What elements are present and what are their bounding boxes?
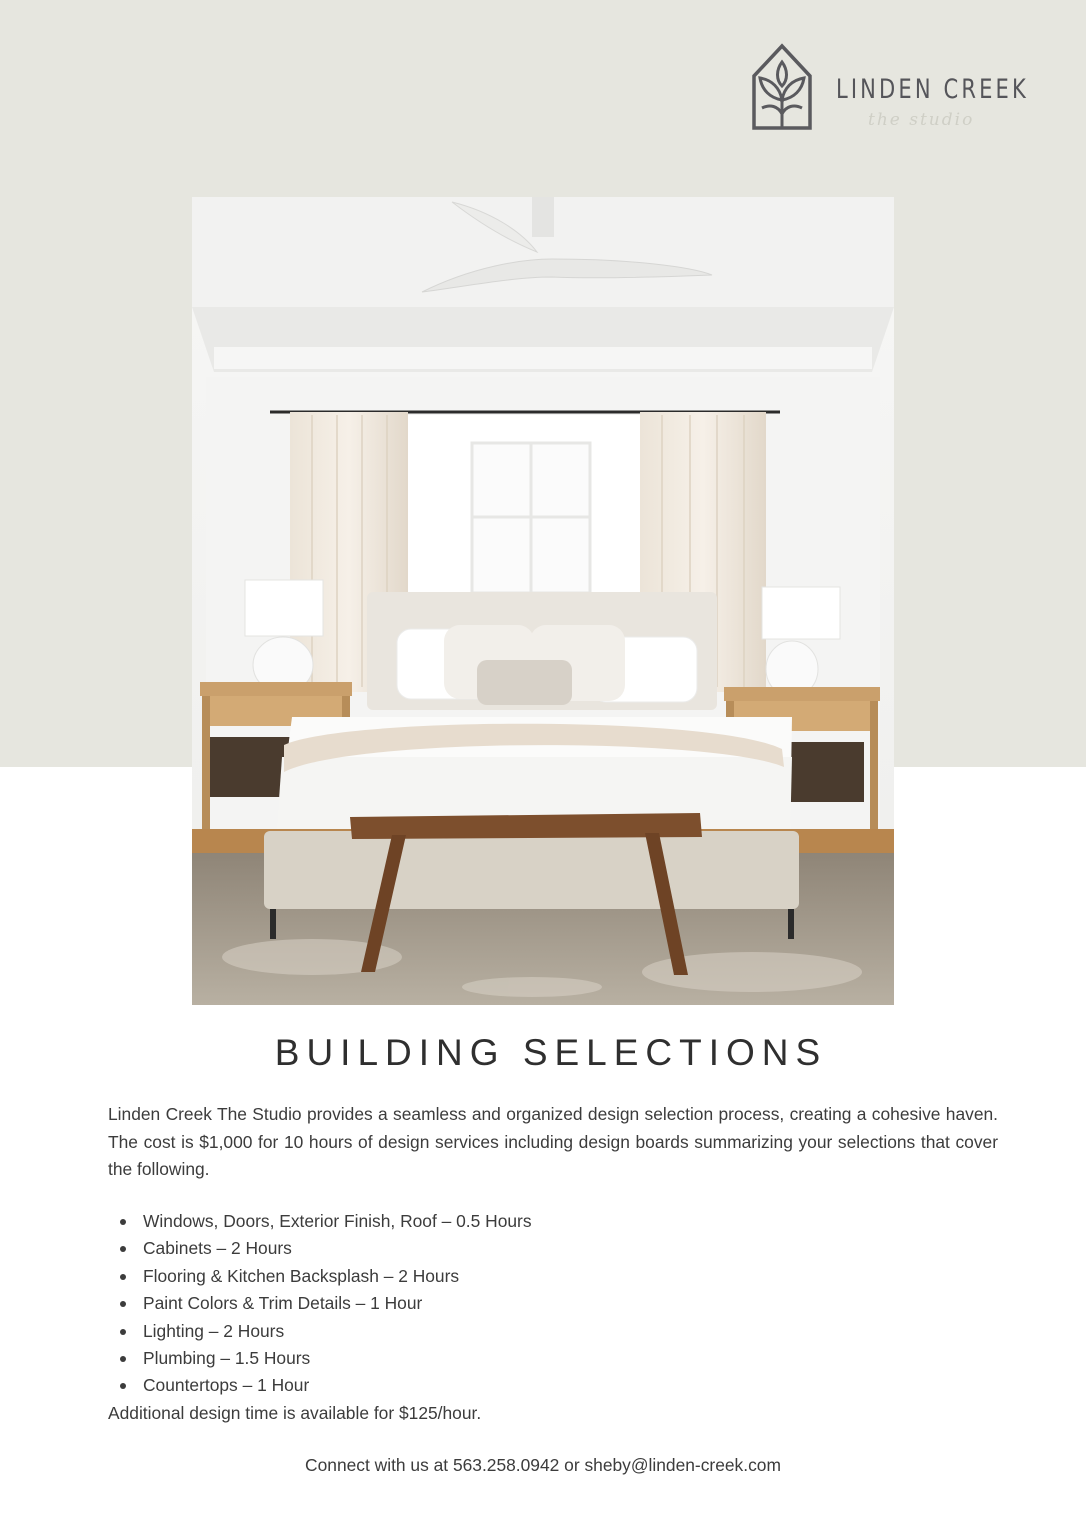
service-label: Lighting – 2 Hours xyxy=(143,1320,285,1341)
brand-logo[interactable] xyxy=(748,40,1038,135)
service-label: Cabinets – 2 Hours xyxy=(143,1238,292,1259)
service-label: Countertops – 1 Hour xyxy=(143,1375,310,1396)
list-item xyxy=(108,1208,808,1235)
service-label: Windows, Doors, Exterior Finish, Roof – 0.5 Hours xyxy=(143,1211,532,1231)
list-item xyxy=(108,1235,808,1262)
bullet-icon xyxy=(120,1356,126,1362)
intro-paragraph: Linden Creek The Studio provides a seamless and organized design selection process, creating a cohesive haven. The cost is $1,000 for 10 hours of design services including design boards summarizing your selections that cover the following. xyxy=(108,1104,998,1179)
bullet-icon xyxy=(120,1301,126,1307)
list-item xyxy=(108,1263,808,1290)
service-label: Paint Colors & Trim Details – 1 Hour xyxy=(143,1293,423,1314)
page-title: BUILDING SELECTIONS xyxy=(274,1032,828,1073)
bullet-icon xyxy=(120,1274,126,1280)
bullet-icon xyxy=(120,1246,126,1252)
additional-time-note: Additional design time is available for $125/hour. xyxy=(108,1403,482,1423)
bullet-icon xyxy=(120,1383,126,1389)
bullet-icon xyxy=(120,1219,126,1225)
bullet-icon xyxy=(120,1329,126,1335)
bedroom-photo xyxy=(192,197,894,1005)
brand-name: LINDEN CREEK xyxy=(836,74,1029,105)
brand-tagline: the studio xyxy=(868,110,975,130)
service-label: Plumbing – 1.5 Hours xyxy=(143,1347,311,1368)
services-list xyxy=(108,1208,808,1400)
service-label: Flooring & Kitchen Backsplash – 2 Hours xyxy=(143,1265,460,1286)
list-item xyxy=(108,1290,808,1317)
contact-line[interactable]: Connect with us at 563.258.0942 or sheby@linden-creek.com xyxy=(305,1455,781,1475)
list-item xyxy=(108,1372,808,1399)
list-item xyxy=(108,1345,808,1372)
list-item xyxy=(108,1318,808,1345)
house-leaf-icon xyxy=(750,42,814,132)
